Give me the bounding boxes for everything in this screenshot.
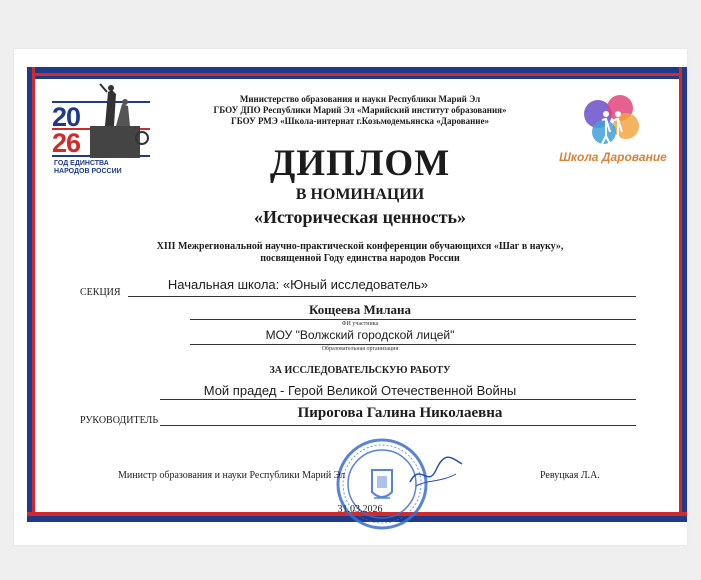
participant-underline	[190, 319, 636, 320]
section-underline	[128, 296, 636, 297]
org-line-1: Министерство образования и науки Республики Марий Эл	[239, 94, 481, 104]
frame-right-red	[679, 67, 682, 522]
logo-year-bottom: 26	[52, 128, 81, 158]
work-underline	[160, 399, 636, 400]
logo-year-top: 20	[52, 102, 81, 132]
handwritten-signature	[406, 452, 466, 492]
supervisor-name: Пирогова Галина Николаевна	[297, 405, 503, 421]
frame-left-red	[32, 67, 35, 522]
section-label: СЕКЦИЯ	[80, 287, 121, 298]
issue-date: 31.03.2026	[337, 504, 383, 515]
organization-caption: Образовательная организация	[321, 346, 399, 352]
conference-description	[90, 241, 630, 265]
frame-right-blue	[682, 67, 687, 522]
conference-line-1: XIII Межрегиональной научно-практической конференции обучающихся «Шаг в науку»,	[156, 241, 564, 252]
school-logo-name: Школа Дарование	[559, 150, 667, 164]
participant-name: Кощеева Милана	[308, 302, 412, 317]
organization-value: МОУ "Волжский городской лицей"	[265, 328, 455, 342]
organization-underline	[190, 344, 636, 345]
supervisor-underline	[160, 425, 636, 426]
children-figures-icon	[580, 92, 646, 152]
org-line-3: ГБОУ РМЭ «Школа-интернат г.Козьмодемьянска «Дарование»	[231, 116, 489, 126]
participant-caption: ФИ участника	[341, 321, 379, 327]
frame-top-red	[27, 73, 687, 76]
year-of-unity-logo	[50, 82, 160, 192]
for-work-label: ЗА ИССЛЕДОВАТЕЛЬСКУЮ РАБОТУ	[269, 365, 451, 376]
school-darovanie-logo	[560, 92, 670, 172]
organizers-header	[190, 94, 530, 127]
diploma-subtitle: В НОМИНАЦИИ	[295, 186, 425, 203]
monument-icon	[50, 82, 160, 162]
org-line-2: ГБОУ ДПО Республики Марий Эл «Марийский институт образования»	[213, 105, 507, 115]
diploma-title: ДИПЛОМ	[269, 143, 451, 184]
work-title: Мой прадед - Герой Великой Отечественной Войны	[203, 383, 517, 398]
conference-line-2: посвященной Году единства народов России	[260, 253, 460, 264]
minister-title: Министр образования и науки Республики Марий Эл	[118, 470, 346, 481]
logo-caption: ГОД ЕДИНСТВА НАРОДОВ РОССИИ	[54, 160, 122, 175]
signer-name: Ревуцкая Л.А.	[540, 470, 600, 481]
section-value: Начальная школа: «Юный исследователь»	[167, 277, 429, 292]
supervisor-label: РУКОВОДИТЕЛЬ	[80, 415, 159, 426]
nomination-name: «Историческая ценность»	[253, 207, 467, 227]
